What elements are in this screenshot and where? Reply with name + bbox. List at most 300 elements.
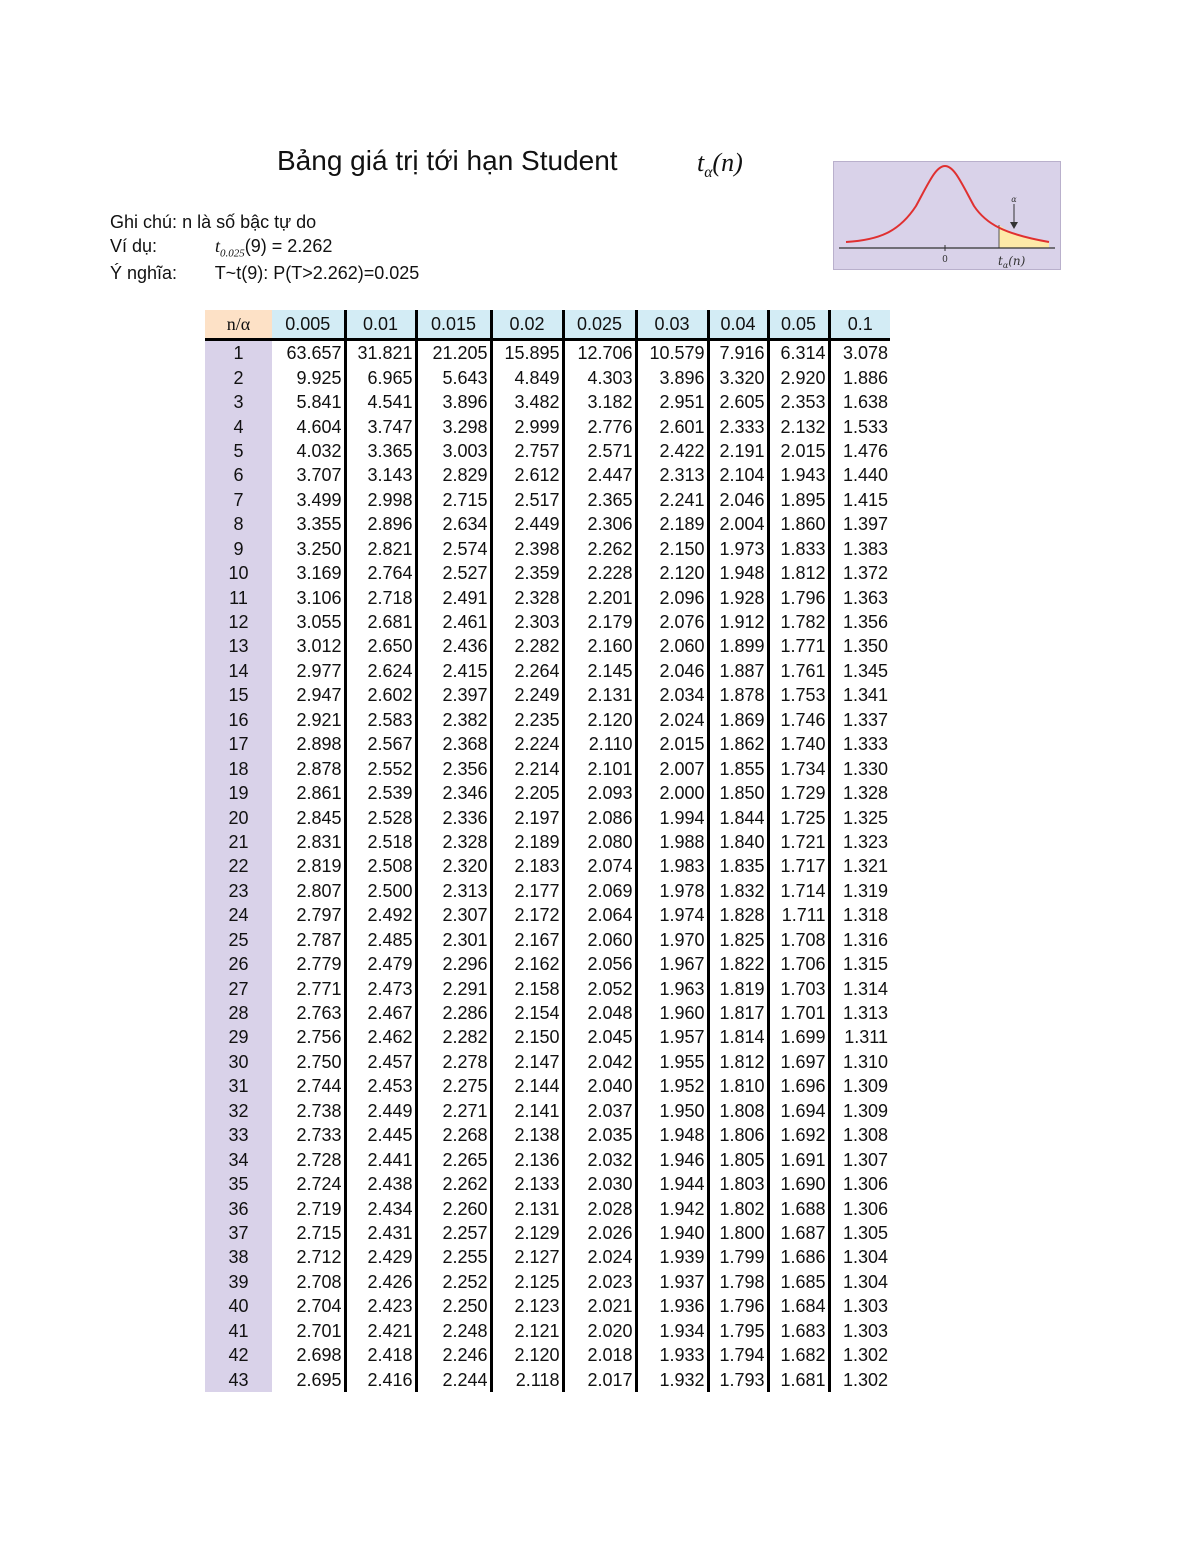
table-cell: 3.355: [272, 512, 345, 536]
table-cell: 2.096: [636, 585, 708, 609]
table-cell: 2.244: [416, 1367, 491, 1391]
table-cell: 1.994: [636, 805, 708, 829]
table-cell: 2.421: [345, 1319, 416, 1343]
row-degrees-of-freedom: 22: [205, 854, 272, 878]
table-cell: 3.143: [345, 463, 416, 487]
table-cell: 1.936: [636, 1294, 708, 1318]
table-row: [205, 1123, 890, 1147]
table-cell: 1.983: [636, 854, 708, 878]
table-cell: 2.120: [636, 561, 708, 585]
table-cell: 2.260: [416, 1196, 491, 1220]
table-row: [205, 1196, 890, 1220]
table-cell: 2.320: [416, 854, 491, 878]
table-cell: 1.714: [768, 879, 829, 903]
table-cell: 2.508: [345, 854, 416, 878]
table-cell: 2.695: [272, 1367, 345, 1391]
table-cell: 1.682: [768, 1343, 829, 1367]
row-degrees-of-freedom: 43: [205, 1367, 272, 1391]
table-cell: 1.933: [636, 1343, 708, 1367]
table-cell: 1.886: [842, 367, 888, 388]
table-cell: 1.337: [842, 709, 888, 730]
table-cell: 1.860: [768, 512, 829, 536]
table-cell: 2.179: [563, 610, 636, 634]
table-cell: 2.150: [636, 537, 708, 561]
table-cell: 1.782: [768, 610, 829, 634]
table-cell: 1.305: [842, 1222, 888, 1243]
table-cell: 1.899: [708, 634, 768, 658]
table-cell: 1.952: [636, 1074, 708, 1098]
table-cell: 2.574: [416, 537, 491, 561]
table-cell: 2.144: [491, 1074, 563, 1098]
table-cell: 1.699: [768, 1025, 829, 1049]
row-degrees-of-freedom: 35: [205, 1172, 272, 1196]
table-cell: 2.262: [563, 537, 636, 561]
table-cell: 3.896: [636, 365, 708, 389]
column-header: 0.02: [491, 310, 563, 340]
table-cell: 2.698: [272, 1343, 345, 1367]
table-cell: 1.840: [708, 830, 768, 854]
table-cell: 2.346: [416, 781, 491, 805]
table-cell: 1.302: [842, 1345, 888, 1366]
row-degrees-of-freedom: 9: [205, 537, 272, 561]
note-ghi-chu-label: Ghi chú:: [110, 212, 178, 232]
row-degrees-of-freedom: 6: [205, 463, 272, 487]
table-cell: 4.604: [272, 414, 345, 438]
table-row: [205, 1270, 890, 1294]
table-cell: 1.703: [768, 976, 829, 1000]
title-formula-t: t: [697, 148, 705, 177]
table-cell: 2.120: [563, 708, 636, 732]
table-cell: 1.694: [768, 1099, 829, 1123]
table-cell: 1.833: [768, 537, 829, 561]
table-cell: 2.024: [563, 1245, 636, 1269]
table-cell: 2.214: [491, 756, 563, 780]
table-cell: 2.246: [416, 1343, 491, 1367]
table-cell: 1.325: [842, 807, 888, 828]
table-cell: 1.753: [768, 683, 829, 707]
table-cell: 1.939: [636, 1245, 708, 1269]
table-row: [205, 365, 890, 389]
table-cell: 2.715: [272, 1221, 345, 1245]
table-cell: 1.725: [768, 805, 829, 829]
table-cell: 1.701: [768, 1001, 829, 1025]
table-row: [205, 854, 890, 878]
table-cell: 1.802: [708, 1196, 768, 1220]
row-degrees-of-freedom: 34: [205, 1147, 272, 1171]
table-cell: 2.328: [416, 830, 491, 854]
table-cell: 1.761: [768, 659, 829, 683]
table-cell: 2.069: [563, 879, 636, 903]
table-cell: 2.445: [345, 1123, 416, 1147]
table-cell: 2.473: [345, 976, 416, 1000]
table-cell: 2.183: [491, 854, 563, 878]
table-cell: 2.118: [491, 1367, 563, 1391]
table-cell: 1.934: [636, 1319, 708, 1343]
table-cell: 2.265: [416, 1147, 491, 1171]
table-cell: 2.020: [563, 1319, 636, 1343]
table-cell: 5.643: [416, 365, 491, 389]
note-vi-du-label: Ví dụ:: [110, 236, 158, 256]
table-cell: 2.040: [563, 1074, 636, 1098]
table-cell: 1.440: [842, 465, 888, 486]
table-cell: 2.479: [345, 952, 416, 976]
table-row: [205, 952, 890, 976]
t-distribution-figure: [833, 161, 1061, 270]
table-cell: 2.724: [272, 1172, 345, 1196]
table-cell: 1.957: [636, 1025, 708, 1049]
table-row: [205, 879, 890, 903]
table-cell: 2.228: [563, 561, 636, 585]
table-cell: 2.708: [272, 1270, 345, 1294]
table-cell: 2.807: [272, 879, 345, 903]
table-cell: 2.172: [491, 903, 563, 927]
table-cell: 2.032: [563, 1147, 636, 1171]
table-cell: 1.817: [708, 1001, 768, 1025]
table-row: [205, 340, 890, 366]
table-cell: 1.686: [768, 1245, 829, 1269]
table-cell: 1.310: [842, 1051, 888, 1072]
table-cell: 1.806: [708, 1123, 768, 1147]
table-cell: 2.034: [636, 683, 708, 707]
table-cell: 2.056: [563, 952, 636, 976]
table-cell: 2.701: [272, 1319, 345, 1343]
table-cell: 1.740: [768, 732, 829, 756]
table-cell: 2.076: [636, 610, 708, 634]
table-cell: 1.308: [842, 1125, 888, 1146]
table-cell: 3.250: [272, 537, 345, 561]
table-header-row: [205, 310, 890, 340]
table-cell: 3.482: [491, 390, 563, 414]
table-cell: 2.336: [416, 805, 491, 829]
row-degrees-of-freedom: 12: [205, 610, 272, 634]
row-degrees-of-freedom: 16: [205, 708, 272, 732]
table-cell: 1.988: [636, 830, 708, 854]
table-cell: 1.963: [636, 976, 708, 1000]
table-cell: 1.942: [636, 1196, 708, 1220]
table-cell: 3.298: [416, 414, 491, 438]
table-cell: 2.467: [345, 1001, 416, 1025]
table-cell: 4.849: [491, 365, 563, 389]
table-cell: 2.583: [345, 708, 416, 732]
row-degrees-of-freedom: 40: [205, 1294, 272, 1318]
table-cell: 1.795: [708, 1319, 768, 1343]
title-formula-sub: α: [704, 164, 713, 182]
table-cell: 1.309: [842, 1076, 888, 1097]
table-cell: 2.733: [272, 1123, 345, 1147]
table-cell: 2.896: [345, 512, 416, 536]
table-cell: 1.814: [708, 1025, 768, 1049]
note-y-nghia-label: Ý nghĩa:: [110, 263, 178, 283]
column-header: 0.005: [272, 310, 345, 340]
table-cell: 2.429: [345, 1245, 416, 1269]
table-row: [205, 659, 890, 683]
table-cell: 2.738: [272, 1099, 345, 1123]
table-cell: 2.150: [491, 1025, 563, 1049]
table-cell: 2.449: [345, 1099, 416, 1123]
table-cell: 1.943: [768, 463, 829, 487]
table-cell: 2.021: [563, 1294, 636, 1318]
table-cell: 3.747: [345, 414, 416, 438]
table-row: [205, 1147, 890, 1171]
table-cell: 2.491: [416, 585, 491, 609]
table-row: [205, 1172, 890, 1196]
table-cell: 2.191: [708, 439, 768, 463]
table-cell: 2.080: [563, 830, 636, 854]
table-cell: 3.078: [842, 343, 888, 364]
table-cell: 2.528: [345, 805, 416, 829]
row-degrees-of-freedom: 23: [205, 879, 272, 903]
table-cell: 2.131: [563, 683, 636, 707]
table-row: [205, 683, 890, 707]
table-cell: 2.104: [708, 463, 768, 487]
table-cell: 1.912: [708, 610, 768, 634]
table-cell: 2.624: [345, 659, 416, 683]
table-cell: 2.303: [491, 610, 563, 634]
table-cell: 63.657: [272, 340, 345, 366]
table-cell: 1.316: [842, 929, 888, 950]
table-cell: 2.715: [416, 488, 491, 512]
table-cell: 2.250: [416, 1294, 491, 1318]
table-cell: 2.313: [636, 463, 708, 487]
table-cell: 1.333: [842, 734, 888, 755]
table-cell: 1.683: [768, 1319, 829, 1343]
column-header: 0.1: [829, 310, 890, 340]
table-cell: 2.037: [563, 1099, 636, 1123]
table-cell: 3.106: [272, 585, 345, 609]
table-cell: 2.189: [491, 830, 563, 854]
table-cell: 2.397: [416, 683, 491, 707]
table-row: [205, 976, 890, 1000]
table-cell: 2.422: [636, 439, 708, 463]
table-cell: 2.024: [636, 708, 708, 732]
table-cell: 2.035: [563, 1123, 636, 1147]
table-row: [205, 928, 890, 952]
table-cell: 1.948: [636, 1123, 708, 1147]
table-cell: 2.462: [345, 1025, 416, 1049]
table-cell: 1.948: [708, 561, 768, 585]
table-cell: 2.177: [491, 879, 563, 903]
table-row: [205, 439, 890, 463]
table-cell: 1.895: [768, 488, 829, 512]
table-cell: 2.255: [416, 1245, 491, 1269]
table-cell: 2.718: [345, 585, 416, 609]
table-cell: 2.416: [345, 1367, 416, 1391]
table-cell: 2.365: [563, 488, 636, 512]
table-cell: 3.896: [416, 390, 491, 414]
table-cell: 1.798: [708, 1270, 768, 1294]
table-cell: 1.330: [842, 758, 888, 779]
table-cell: 1.950: [636, 1099, 708, 1123]
table-cell: 2.264: [491, 659, 563, 683]
table-cell: 1.383: [842, 538, 888, 559]
table-row: [205, 390, 890, 414]
table-cell: 12.706: [563, 340, 636, 366]
table-cell: 6.314: [768, 340, 829, 366]
table-cell: 2.030: [563, 1172, 636, 1196]
table-cell: 2.197: [491, 805, 563, 829]
table-cell: 1.955: [636, 1050, 708, 1074]
t-distribution-svg: [834, 162, 1060, 269]
table-cell: 5.841: [272, 390, 345, 414]
table-cell: 2.423: [345, 1294, 416, 1318]
table-cell: 21.205: [416, 340, 491, 366]
table-row: [205, 561, 890, 585]
table-cell: 2.015: [636, 732, 708, 756]
table-cell: 1.687: [768, 1221, 829, 1245]
table-cell: 1.303: [842, 1320, 888, 1341]
table-cell: 1.708: [768, 928, 829, 952]
table-cell: 2.764: [345, 561, 416, 585]
table-cell: 2.744: [272, 1074, 345, 1098]
row-degrees-of-freedom: 2: [205, 365, 272, 389]
table-cell: 2.138: [491, 1123, 563, 1147]
table-cell: 2.141: [491, 1099, 563, 1123]
table-cell: 1.711: [768, 903, 829, 927]
table-cell: 1.345: [842, 660, 888, 681]
table-row: [205, 585, 890, 609]
table-cell: 2.042: [563, 1050, 636, 1074]
table-cell: 4.032: [272, 439, 345, 463]
critical-values-table: [205, 310, 890, 1392]
table-cell: 1.397: [842, 514, 888, 535]
table-cell: 1.306: [842, 1174, 888, 1195]
table-cell: 1.303: [842, 1296, 888, 1317]
table-cell: 9.925: [272, 365, 345, 389]
table-cell: 2.291: [416, 976, 491, 1000]
table-cell: 1.812: [708, 1050, 768, 1074]
table-cell: 1.309: [842, 1100, 888, 1121]
table-cell: 1.685: [768, 1270, 829, 1294]
table-cell: 2.750: [272, 1050, 345, 1074]
table-cell: 2.158: [491, 976, 563, 1000]
table-cell: 2.275: [416, 1074, 491, 1098]
table-cell: 2.728: [272, 1147, 345, 1171]
table-cell: 2.898: [272, 732, 345, 756]
table-cell: 1.306: [842, 1198, 888, 1219]
table-cell: 2.797: [272, 903, 345, 927]
table-cell: 2.131: [491, 1196, 563, 1220]
table-cell: 1.638: [842, 392, 888, 413]
table-cell: 1.372: [842, 563, 888, 584]
table-cell: 2.353: [768, 390, 829, 414]
table-cell: 4.541: [345, 390, 416, 414]
table-cell: 2.262: [416, 1172, 491, 1196]
table-cell: 1.796: [708, 1294, 768, 1318]
row-degrees-of-freedom: 14: [205, 659, 272, 683]
table-cell: 1.328: [842, 783, 888, 804]
table-cell: 3.012: [272, 634, 345, 658]
table-row: [205, 1245, 890, 1269]
table-cell: 1.323: [842, 831, 888, 852]
row-degrees-of-freedom: 25: [205, 928, 272, 952]
table-cell: 3.365: [345, 439, 416, 463]
title-formula-arg: (n): [712, 148, 743, 177]
table-cell: 2.771: [272, 976, 345, 1000]
table-cell: 2.064: [563, 903, 636, 927]
table-row: [205, 488, 890, 512]
table-cell: 2.125: [491, 1270, 563, 1294]
note-vi-du-t: t: [215, 236, 221, 256]
row-degrees-of-freedom: 38: [205, 1245, 272, 1269]
table-cell: 2.086: [563, 805, 636, 829]
table-cell: 1.796: [768, 585, 829, 609]
table-cell: 2.160: [563, 634, 636, 658]
table-cell: 1.887: [708, 659, 768, 683]
table-cell: 2.162: [491, 952, 563, 976]
row-degrees-of-freedom: 7: [205, 488, 272, 512]
table-cell: 2.000: [636, 781, 708, 805]
table-cell: 2.167: [491, 928, 563, 952]
table-cell: 2.426: [345, 1270, 416, 1294]
table-cell: 2.268: [416, 1123, 491, 1147]
table-cell: 2.998: [345, 488, 416, 512]
table-cell: 1.819: [708, 976, 768, 1000]
table-cell: 2.145: [563, 659, 636, 683]
table-cell: 2.382: [416, 708, 491, 732]
table-cell: 1.476: [842, 440, 888, 461]
table-cell: 6.965: [345, 365, 416, 389]
table-cell: 2.436: [416, 634, 491, 658]
table-cell: 2.368: [416, 732, 491, 756]
table-cell: 1.311: [844, 1027, 888, 1048]
table-cell: 1.533: [842, 416, 888, 437]
table-cell: 2.018: [563, 1343, 636, 1367]
table-cell: 2.306: [563, 512, 636, 536]
table-cell: 1.973: [708, 537, 768, 561]
table-cell: 2.821: [345, 537, 416, 561]
column-header: 0.015: [416, 310, 491, 340]
table-cell: 1.696: [768, 1074, 829, 1098]
table-cell: 2.093: [563, 781, 636, 805]
row-degrees-of-freedom: 24: [205, 903, 272, 927]
table-cell: 1.313: [842, 1003, 888, 1024]
table-cell: 2.398: [491, 537, 563, 561]
table-cell: 2.045: [563, 1025, 636, 1049]
table-cell: 1.803: [708, 1172, 768, 1196]
table-cell: 2.074: [563, 854, 636, 878]
table-cell: 1.688: [768, 1196, 829, 1220]
table-cell: 2.602: [345, 683, 416, 707]
table-cell: 2.132: [768, 414, 829, 438]
table-cell: 1.878: [708, 683, 768, 707]
table-cell: 1.794: [708, 1343, 768, 1367]
table-row: [205, 1001, 890, 1025]
table-cell: 2.681: [345, 610, 416, 634]
table-cell: 1.341: [842, 685, 888, 706]
table-cell: 1.684: [768, 1294, 829, 1318]
row-degrees-of-freedom: 31: [205, 1074, 272, 1098]
table-cell: 2.756: [272, 1025, 345, 1049]
table-cell: 2.947: [272, 683, 345, 707]
table-cell: 2.248: [416, 1319, 491, 1343]
table-cell: 1.808: [708, 1099, 768, 1123]
table-row: [205, 756, 890, 780]
table-cell: 1.978: [636, 879, 708, 903]
table-cell: 2.415: [416, 659, 491, 683]
table-cell: 2.517: [491, 488, 563, 512]
table-cell: 1.928: [708, 585, 768, 609]
table-cell: 1.721: [768, 830, 829, 854]
table-row: [205, 414, 890, 438]
corner-header: n/α: [205, 310, 272, 340]
table-cell: 1.318: [842, 905, 888, 926]
row-degrees-of-freedom: 18: [205, 756, 272, 780]
table-cell: 2.121: [491, 1319, 563, 1343]
table-cell: 2.492: [345, 903, 416, 927]
table-cell: 2.527: [416, 561, 491, 585]
table-cell: 2.154: [491, 1001, 563, 1025]
table-cell: 2.046: [708, 488, 768, 512]
